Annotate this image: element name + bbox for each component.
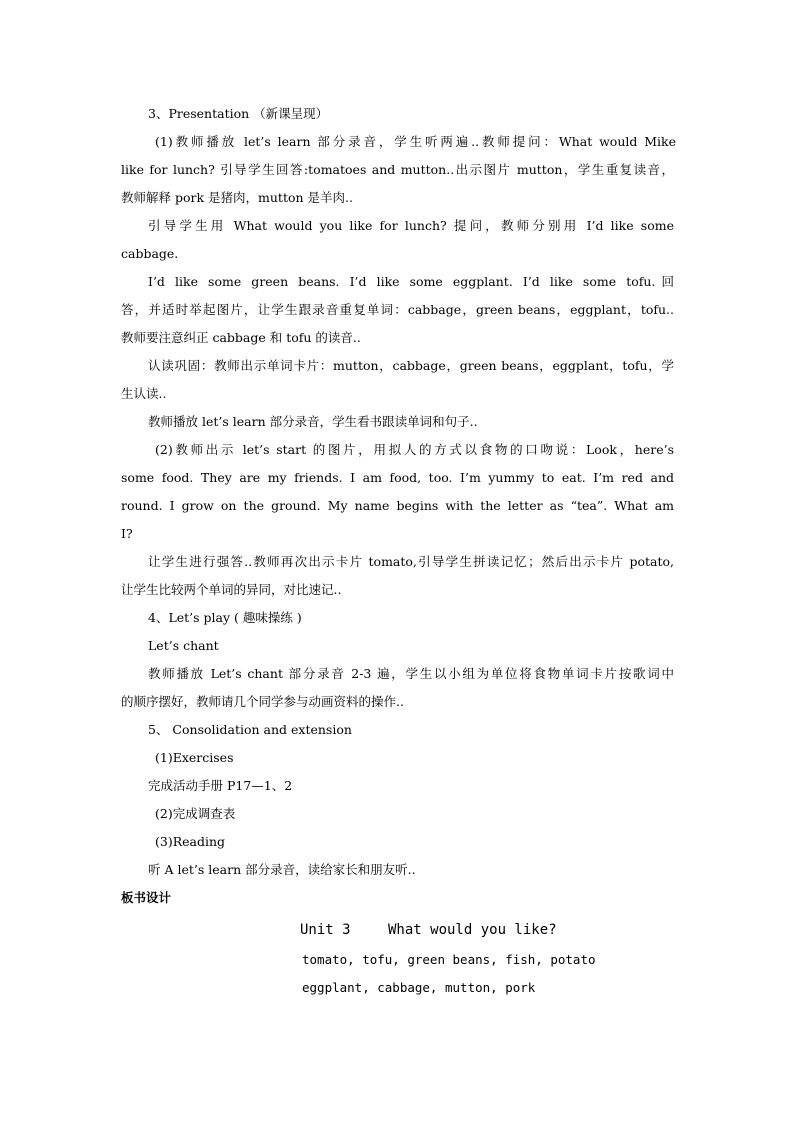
paragraph-line: some food. They are my friends. I am food, too. I’m yummy to eat. I’m red and: [121, 470, 674, 485]
paragraph-line: (3)Reading: [155, 834, 226, 849]
paragraph-line: (1)教师播放 let’s learn 部分录音，学生听两遍..教师提问：What would Mike: [155, 134, 676, 149]
paragraph-line: (2)教师出示 let’s start 的图片，用拟人的方式以食物的口吻说：Look，here’s: [155, 442, 674, 457]
paragraph-line: 答，并适时举起图片，让学生跟录音重复单词：cabbage，green beans，eggplant，tofu..: [121, 302, 674, 317]
board-words-row: eggplant, cabbage, mutton, pork: [302, 980, 536, 995]
paragraph-line: (1)Exercises: [155, 750, 234, 765]
paragraph-line: 教师要注意纠正 cabbage 和 tofu 的读音..: [121, 330, 361, 345]
paragraph-line: 教师播放 Let’s chant 部分录音 2-3 遍，学生以小组为单位将食物单词卡片按歌词中: [148, 666, 674, 681]
paragraph-line: 生认读..: [121, 386, 167, 401]
paragraph-line: 教师播放 let’s learn 部分录音，学生看书跟读单词和句子..: [148, 414, 478, 429]
paragraph-line: (2)完成调查表: [155, 806, 236, 821]
paragraph-line: 教师解释 pork 是猪肉，mutton 是羊肉..: [121, 190, 353, 205]
board-design-heading: 板书设计: [121, 890, 172, 905]
paragraph-line: I?: [121, 526, 133, 541]
board-unit-title: What would you like?: [388, 922, 557, 938]
paragraph-line: 让学生进行强答..教师再次出示卡片 tomato,引导学生拼读记忆；然后出示卡片 potato,: [148, 554, 674, 569]
paragraph-line: 引导学生用 What would you like for lunch? 提问，教师分别用 I’d like some: [148, 218, 674, 233]
board-words-row: tomato, tofu, green beans, fish, potato: [302, 952, 596, 967]
paragraph-line: 的顺序摆好，教师请几个同学参与动画资料的操作..: [121, 694, 404, 709]
section-heading-presentation: 3、Presentation （新课呈现）: [148, 106, 329, 121]
section-heading-consolidation: 5、 Consolidation and extension: [148, 722, 352, 737]
paragraph-line: 完成活动手册 P17—1、2: [148, 778, 293, 793]
section-heading-lets-play: 4、Let’s play ( 趣味操练 ): [148, 610, 302, 625]
paragraph-line: round. I grow on the ground. My name begins with the letter as “tea”. What am: [121, 498, 674, 513]
board-unit-label: Unit 3: [300, 922, 351, 938]
paragraph-line: 认读巩固：教师出示单词卡片：mutton，cabbage，green beans，eggplant，tofu，学: [148, 358, 674, 373]
paragraph-line: 让学生比较两个单词的异同，对比速记..: [121, 582, 342, 597]
paragraph-line: Let’s chant: [148, 638, 219, 653]
paragraph-line: like for lunch? 引导学生回答:tomatoes and mutton..出示图片 mutton，学生重复读音，: [121, 162, 674, 177]
paragraph-line: I’d like some green beans. I’d like some eggplant. I’d like some tofu.回: [148, 274, 674, 289]
paragraph-line: cabbage.: [121, 246, 179, 261]
paragraph-line: 听 A let’s learn 部分录音，读给家长和朋友听..: [148, 862, 416, 877]
